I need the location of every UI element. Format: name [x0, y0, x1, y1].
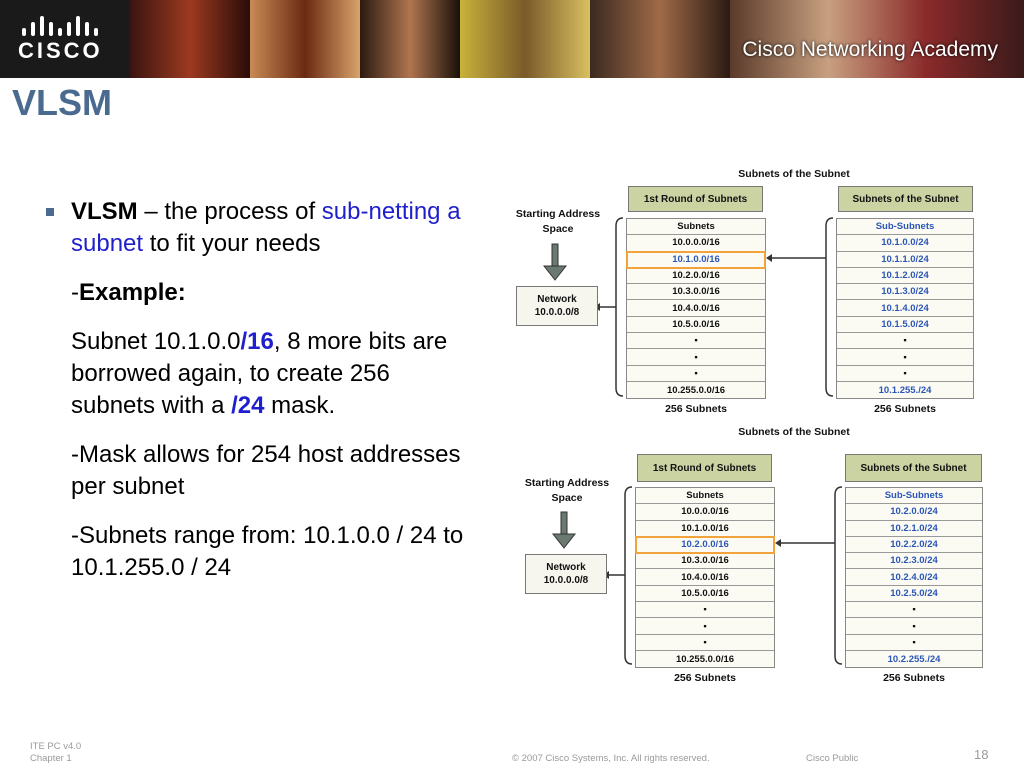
- table-row: ▪: [837, 349, 973, 365]
- footer-chapter: Chapter 1: [30, 753, 72, 764]
- mask-24: /24: [231, 392, 265, 419]
- table-row: 10.1.3.0/24: [837, 284, 973, 300]
- left-footer: 256 Subnets: [674, 672, 736, 684]
- table-row: 10.5.0.0/16: [627, 317, 765, 333]
- table-row: 10.0.0.0/16: [636, 504, 774, 520]
- cisco-logo: [16, 12, 116, 64]
- table-row: ▪: [627, 349, 765, 365]
- banner-photo: [460, 0, 590, 78]
- text: Subnet 10.1.0.0: [71, 328, 241, 355]
- table-row: ▪: [837, 366, 973, 382]
- table-row: 10.1.4.0/24: [837, 300, 973, 316]
- subnet-diagram-2: [519, 426, 989, 688]
- table-row: ▪: [846, 635, 982, 651]
- table-row: ▪: [846, 602, 982, 618]
- table-row: 10.2.0.0/16: [627, 268, 765, 284]
- diagram-caption: Subnets of the Subnet: [738, 168, 850, 180]
- text: , 8 more bits are borrowed again, to create 256 subnets with a: [71, 328, 448, 419]
- banner-photo: [130, 0, 250, 78]
- table-row-highlighted: 10.2.0.0/16: [636, 537, 774, 553]
- text: -: [71, 279, 79, 306]
- table-row: 10.4.0.0/16: [636, 569, 774, 585]
- table-row: ▪: [636, 635, 774, 651]
- table-row: 10.2.2.0/24: [846, 537, 982, 553]
- table-row: 10.3.0.0/16: [636, 553, 774, 569]
- right-footer: 256 Subnets: [883, 672, 945, 684]
- start-label-line-1: Starting Address: [515, 208, 601, 220]
- table-row: ▪: [627, 366, 765, 382]
- left-col-title: Subnets: [627, 219, 765, 235]
- right-col-title: Sub-Subnets: [846, 488, 982, 504]
- network-value: 10.0.0.0/8: [543, 575, 589, 586]
- table-row: 10.2.0.0/24: [846, 504, 982, 520]
- term-vlsm: VLSM: [71, 198, 138, 225]
- cisco-logo-text: CISCO: [18, 38, 103, 63]
- start-label-line-2: Space: [551, 492, 583, 504]
- left-header: 1st Round of Subnets: [637, 454, 772, 482]
- table-row: ▪: [627, 333, 765, 349]
- paragraph-range: -Subnets range from: 10.1.0.0 / 24 to 10.1.255.0 / 24: [71, 522, 464, 581]
- paragraph-example: [71, 326, 466, 422]
- table-row: 10.0.0.0/16: [627, 235, 765, 251]
- network-label: Network: [537, 294, 577, 305]
- table-row: 10.2.1.0/24: [846, 521, 982, 537]
- example-label: Example:: [79, 279, 186, 306]
- right-col-title: Sub-Subnets: [837, 219, 973, 235]
- left-header: 1st Round of Subnets: [628, 186, 763, 212]
- bullet-marker-icon: [46, 208, 54, 216]
- left-table: [626, 218, 766, 399]
- right-table: [836, 218, 974, 399]
- network-box: [525, 554, 607, 594]
- left-footer: 256 Subnets: [665, 403, 727, 415]
- table-row: 10.3.0.0/16: [627, 284, 765, 300]
- text: – the process of: [137, 198, 322, 225]
- right-header: Subnets of the Subnet: [845, 454, 982, 482]
- mask-16: /16: [240, 328, 274, 355]
- table-row-highlighted: 10.1.0.0/16: [627, 252, 765, 268]
- table-row: 10.255.0.0/16: [636, 651, 774, 667]
- banner-photo: [250, 0, 360, 78]
- right-rows: [837, 235, 973, 398]
- page-number: 18: [974, 747, 989, 762]
- left-rows: [636, 504, 774, 667]
- table-row: 10.5.0.0/16: [636, 586, 774, 602]
- table-row: 10.1.2.0/24: [837, 268, 973, 284]
- start-label-line-2: Space: [542, 223, 574, 235]
- network-box: [516, 286, 598, 326]
- banner-photo: [360, 0, 460, 78]
- footer-classification: Cisco Public: [806, 753, 859, 764]
- diagram-caption: Subnets of the Subnet: [738, 426, 850, 438]
- right-table: [845, 487, 983, 668]
- table-row: 10.2.255./24: [846, 651, 982, 667]
- text: mask.: [264, 392, 336, 419]
- table-row: ▪: [636, 602, 774, 618]
- slide-title: VLSM: [12, 82, 113, 123]
- paragraph-example-label: [71, 277, 466, 309]
- table-row: ▪: [846, 618, 982, 634]
- table-row: 10.1.0.0/16: [636, 521, 774, 537]
- start-label-line-1: Starting Address: [524, 477, 610, 489]
- right-header: Subnets of the Subnet: [838, 186, 973, 212]
- bullet-content: [46, 196, 466, 601]
- table-row: 10.1.1.0/24: [837, 252, 973, 268]
- paragraph-definition: [71, 196, 466, 260]
- academy-name: Cisco Networking Academy: [742, 38, 998, 61]
- right-footer: 256 Subnets: [874, 403, 936, 415]
- table-row: 10.1.255./24: [837, 382, 973, 398]
- table-row: 10.1.0.0/24: [837, 235, 973, 251]
- table-row: 10.2.5.0/24: [846, 586, 982, 602]
- table-row: 10.2.4.0/24: [846, 569, 982, 585]
- paragraph-hosts: -Mask allows for 254 host addresses per subnet: [71, 441, 461, 500]
- highlight-subnetting: sub-netting a subnet: [71, 198, 461, 257]
- left-rows: [627, 235, 765, 398]
- table-row: 10.1.5.0/24: [837, 317, 973, 333]
- header-banner: [0, 0, 1024, 78]
- banner-photo: [590, 0, 730, 78]
- table-row: 10.2.3.0/24: [846, 553, 982, 569]
- network-label: Network: [546, 562, 586, 573]
- footer-course: ITE PC v4.0: [30, 741, 82, 752]
- table-row: 10.4.0.0/16: [627, 300, 765, 316]
- left-col-title: Subnets: [636, 488, 774, 504]
- text: to fit your needs: [143, 230, 321, 257]
- table-row: ▪: [636, 618, 774, 634]
- table-row: 10.255.0.0/16: [627, 382, 765, 398]
- right-rows: [846, 504, 982, 667]
- cisco-logo-bars-icon: [22, 16, 102, 36]
- footer-copyright: © 2007 Cisco Systems, Inc. All rights reserved.: [512, 753, 710, 764]
- network-value: 10.0.0.0/8: [534, 307, 580, 318]
- table-row: ▪: [837, 333, 973, 349]
- subnet-diagram-1: [510, 166, 980, 418]
- left-table: [635, 487, 775, 668]
